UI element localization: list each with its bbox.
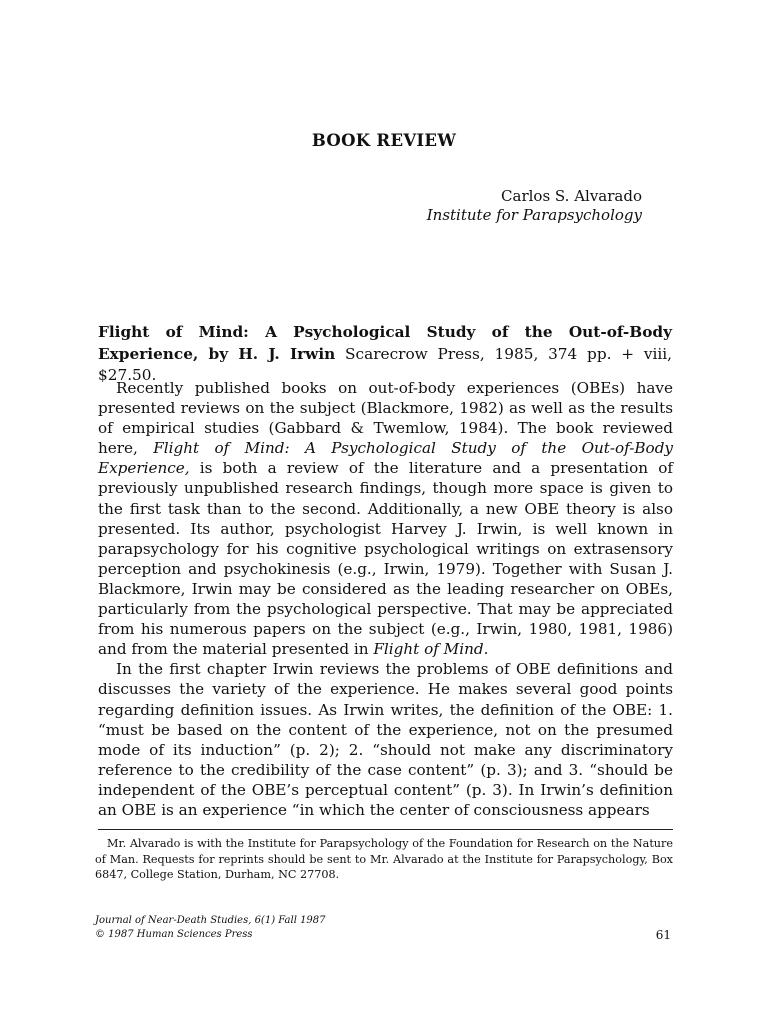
paragraph: In the first chapter Irwin reviews the problems of OBE definitions and discusses the variety of the experience. He makes several good points regarding definition issues. As Irwin writes, the definition of the OBE: 1. “must be based on the content of the experience, not on the presumed mode of its induction” (p. 2); 2. “should not make any discriminatory reference to the credibility of the case content” (p. 3); and 3. “should be independent of the OBE’s perceptual content” (p. 3). In Irwin’s definition an OBE is an experience “in which the center of consciousness appears bbox=[98, 660, 673, 819]
footnote-divider bbox=[98, 829, 673, 830]
book-title-italic: Flight of Mind. bbox=[373, 640, 489, 659]
page-number: 61 bbox=[655, 928, 671, 942]
citation-book-title: Flight of Mind: A Psychological Study of the Out-of-Body Experience, by H. J. Irwin bbox=[98, 323, 672, 363]
paragraph-text: is both a review of the literature and a presentation of previously unpublished research findings, though more space is given to the first task than to the second. Additionally, a new OBE theory is also presented. Its author, psychologist Harvey J. Irwin, is well known in parapsychology for his cognitive psychological writings on extrasensory perception and psychokinesis (e.g., Irwin, 1979). Together with Susan J. Blackmore, Irwin may be considered as the leading researcher on OBEs, particularly from the psychological perspective. That may be appreciated from his numerous papers on the subject (e.g., Irwin, 1980, 1981, 1986) and from the material presented in bbox=[98, 459, 673, 659]
footnote-text: Mr. Alvarado is with the Institute for Parapsychology of the Foundation for Research on the Nature of Man. Requests for reprints should be sent to Mr. Alvarado at the Institute for Parapsychology, Box 6847, College Station, Durham, NC 27708. bbox=[95, 837, 673, 881]
book-citation bbox=[98, 322, 672, 387]
book-title-italic: Flight of Mind: A Psychological Study of the Out-of-Body Experience, bbox=[98, 439, 673, 478]
author-name: Carlos S. Alvarado bbox=[501, 187, 642, 205]
paragraph-text: Recently published books on out-of-body experiences (OBEs) have presented reviews on the subject (Blackmore, 1982) as well as the results of empirical studies (Gabbard & Twemlow, 1984). The book reviewed here, bbox=[98, 379, 673, 458]
citation-publisher: Scarecrow Press, 1985, 374 pp. + viii, $27.50. bbox=[98, 344, 673, 384]
footnote bbox=[95, 836, 673, 883]
page-title: BOOK REVIEW bbox=[311, 131, 457, 150]
copyright-line: © 1987 Human Sciences Press bbox=[95, 928, 253, 940]
journal-citation: Journal of Near-Death Studies, 6(1) Fall 1987 bbox=[95, 915, 326, 926]
paragraph bbox=[98, 378, 673, 659]
journal-info bbox=[95, 914, 326, 941]
review-body bbox=[98, 378, 673, 820]
author-affiliation: Institute for Parapsychology bbox=[426, 206, 642, 224]
